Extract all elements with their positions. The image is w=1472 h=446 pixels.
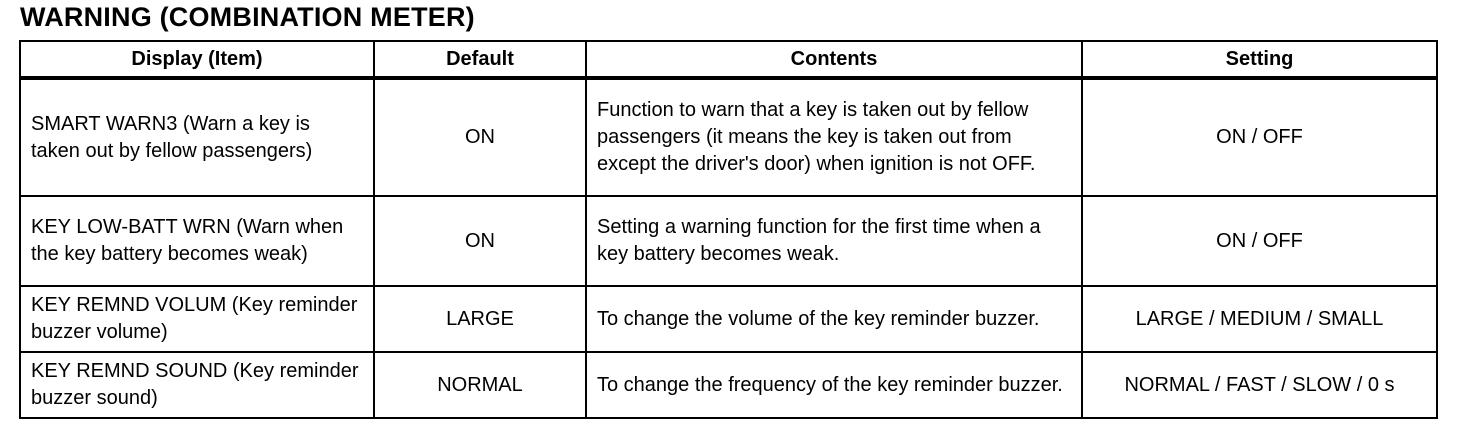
cell-setting: ON / OFF xyxy=(1082,78,1437,196)
cell-default: NORMAL xyxy=(374,352,586,418)
cell-item: KEY REMND SOUND (Key reminder buzzer sound) xyxy=(20,352,374,418)
header-setting: Setting xyxy=(1082,41,1437,78)
header-contents: Contents xyxy=(586,41,1082,78)
cell-item: SMART WARN3 (Warn a key is taken out by fellow passengers) xyxy=(20,78,374,196)
table-row xyxy=(20,352,1437,418)
header-display-item: Display (Item) xyxy=(20,41,374,78)
cell-contents: Setting a warning function for the first time when a key battery becomes weak. xyxy=(586,196,1082,286)
table-row xyxy=(20,286,1437,352)
cell-setting: NORMAL / FAST / SLOW / 0 s xyxy=(1082,352,1437,418)
cell-item: KEY LOW-BATT WRN (Warn when the key battery becomes weak) xyxy=(20,196,374,286)
cell-default: ON xyxy=(374,196,586,286)
cell-contents: To change the frequency of the key reminder buzzer. xyxy=(586,352,1082,418)
cell-contents: Function to warn that a key is taken out by fellow passengers (it means the key is taken out from except the driver's door) when ignition is not OFF. xyxy=(586,78,1082,196)
page-title: WARNING (COMBINATION METER) xyxy=(20,2,475,32)
cell-setting: LARGE / MEDIUM / SMALL xyxy=(1082,286,1437,352)
table-row xyxy=(20,196,1437,286)
table-row xyxy=(20,78,1437,196)
table-header-row xyxy=(20,41,1437,78)
cell-setting: ON / OFF xyxy=(1082,196,1437,286)
cell-default: LARGE xyxy=(374,286,586,352)
settings-table xyxy=(19,40,1438,419)
cell-contents: To change the volume of the key reminder buzzer. xyxy=(586,286,1082,352)
cell-default: ON xyxy=(374,78,586,196)
cell-item: KEY REMND VOLUM (Key reminder buzzer volume) xyxy=(20,286,374,352)
header-default: Default xyxy=(374,41,586,78)
